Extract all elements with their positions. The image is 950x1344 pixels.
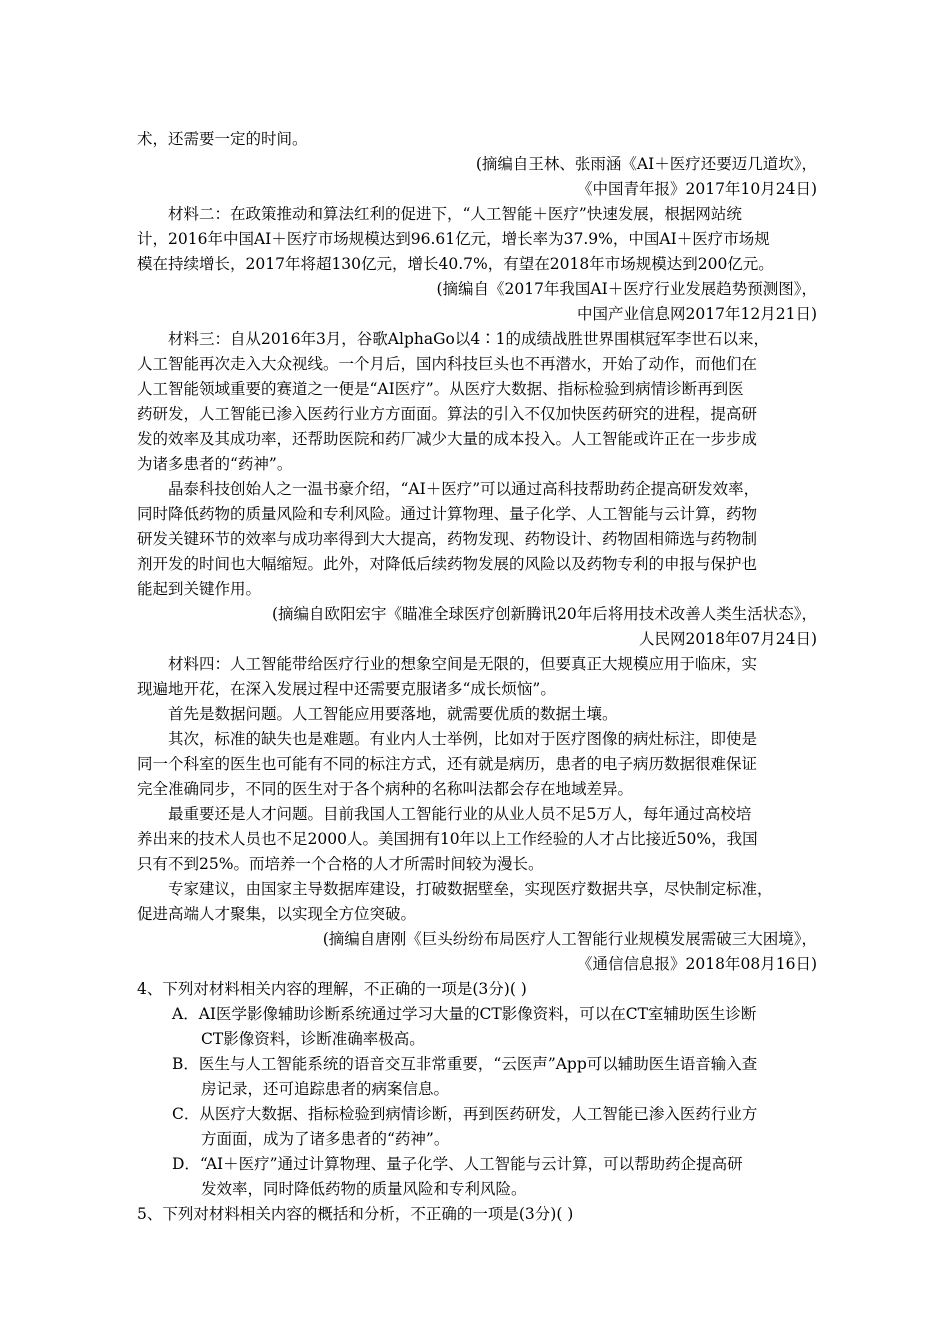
continuation-line: 术，还需要一定的时间。 (137, 130, 308, 148)
material-2-text: 材料二：在政策推动和算法红利的促进下，“人工智能＋医疗”快速发展，根据网站统 (168, 205, 742, 223)
material-4-text: 完全准确同步，不同的医生对于各个病种的名称叫法都会存在地域差异。 (137, 780, 634, 798)
source-citation: 《中国青年报》2017年10月24日) (577, 180, 817, 198)
material-3-text: 人工智能领域重要的赛道之一便是“AI医疗”。从医疗大数据、指标检验到病情诊断再到医 (137, 380, 744, 398)
material-3-text: 为诸多患者的“药神”。 (137, 455, 293, 473)
material-4-text: 专家建议，由国家主导数据库建设，打破数据壁垒，实现医疗数据共享，尽快制定标准， (168, 880, 773, 898)
question-4-option-c: C．从医疗大数据、指标检验到病情诊断，再到医药研发，人工智能已渗入医药行业方 (172, 1105, 758, 1123)
question-4-option-d: D．“AI＋医疗”通过计算物理、量子化学、人工智能与云计算，可以帮助药企提高研 (172, 1155, 743, 1173)
source-citation: (摘编自王林、张雨涵《AI＋医疗还要迈几道坎》， (475, 155, 817, 173)
material-4-text: 同一个科室的医生也可能有不同的标注方式，还有就是病历，患者的电子病历数据很难保证 (137, 755, 758, 773)
material-2-text: 模在持续增长，2017年将超130亿元，增长40.7%，有望在2018年市场规模达到200亿元。 (137, 255, 774, 273)
source-citation: 《通信信息报》2018年08月16日) (577, 955, 817, 973)
material-4-text: 现遍地开花，在深入发展过程中还需要克服诸多“成长烦恼”。 (137, 680, 556, 698)
source-citation: 人民网2018年07月24日) (639, 630, 817, 648)
material-2-text: 计，2016年中国AI＋医疗市场规模达到96.61亿元，增长率为37.9%，中国AI＋医疗市场规 (137, 230, 770, 248)
question-4-option-b: 房记录，还可追踪患者的病案信息。 (201, 1080, 450, 1098)
material-4-text: 促进高端人才聚集，以实现全方位突破。 (137, 905, 417, 923)
material-3-text: 人工智能再次走入大众视线。一个月后，国内科技巨头也不再潜水，开始了动作，而他们在 (137, 355, 758, 373)
material-3-text: 材料三：自从2016年3月，谷歌AlphaGo以4∶1的成绩战胜世界围棋冠军李世石以来， (168, 330, 770, 348)
material-3-text: 剂开发的时间也大幅缩短。此外，对降低后续药物发展的风险以及药物专利的申报与保护也 (137, 555, 758, 573)
question-4-option-c: 方面面，成为了诸多患者的“药神”。 (201, 1130, 450, 1148)
material-4-text: 最重要还是人才问题。目前我国人工智能行业的从业人员不足5万人，每年通过高校培 (168, 805, 752, 823)
material-4-text: 首先是数据问题。人工智能应用要落地，就需要优质的数据土壤。 (168, 705, 618, 723)
question-4-option-a: CT影像资料，诊断准确率极高。 (201, 1030, 425, 1048)
source-citation: 中国产业信息网2017年12月21日) (577, 305, 817, 323)
source-citation: (摘编自欧阳宏宇《瞄准全球医疗创新腾讯20年后将用技术改善人类生活状态》， (271, 605, 817, 623)
material-4-text: 只有不到25%。而培养一个合格的人才所需时间较为漫长。 (137, 855, 544, 873)
material-3-text: 药研发，人工智能已渗入医药行业方方面面。算法的引入不仅加快医药研究的进程，提高研 (137, 405, 758, 423)
material-4-text: 材料四：人工智能带给医疗行业的想象空间是无限的，但要真正大规模应用于临床，实 (168, 655, 758, 673)
question-4-stem: 4、下列对材料相关内容的理解，不正确的一项是(3分)( ) (137, 980, 527, 998)
material-3-text: 晶泰科技创始人之一温书豪介绍，“AI＋医疗”可以通过高科技帮助药企提高研发效率， (168, 480, 760, 498)
material-3-text: 能起到关键作用。 (137, 580, 262, 598)
source-citation: (摘编自唐刚《巨头纷纷布局医疗人工智能行业规模发展需破三大困境》， (322, 930, 817, 948)
material-3-text: 发的效率及其成功率，还帮助医院和药厂减少大量的成本投入。人工智能或许正在一步步成 (137, 430, 758, 448)
material-4-text: 养出来的技术人员也不足2000人。美国拥有10年以上工作经验的人才占比接近50%，我国 (137, 830, 758, 848)
question-4-option-b: B．医生与人工智能系统的语音交互非常重要，“云医声”App可以辅助医生语音输入查 (172, 1055, 758, 1073)
question-5-stem: 5、下列对材料相关内容的概括和分析，不正确的一项是(3分)( ) (137, 1205, 574, 1223)
material-3-text: 同时降低药物的质量风险和专利风险。通过计算物理、量子化学、人工智能与云计算，药物 (137, 505, 758, 523)
question-4-option-a: A．AI医学影像辅助诊断系统通过学习大量的CT影像资料，可以在CT室辅助医生诊断 (172, 1005, 757, 1023)
source-citation: (摘编自《2017年我国AI＋医疗行业发展趋势预测图》， (436, 280, 817, 298)
question-4-option-d: 发效率，同时降低药物的质量风险和专利风险。 (201, 1180, 527, 1198)
material-4-text: 其次，标准的缺失也是难题。有业内人士举例，比如对于医疗图像的病灶标注，即使是 (168, 730, 758, 748)
material-3-text: 研发关键环节的效率与成功率得到大大提高，药物发现、药物设计、药物固相筛选与药物制 (137, 530, 758, 548)
